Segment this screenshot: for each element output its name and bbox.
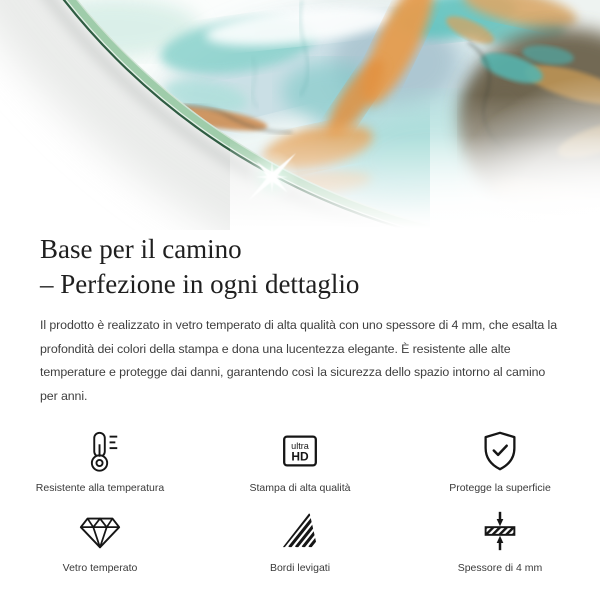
feature-surface-protection xyxy=(400,428,600,494)
thickness-4mm-icon xyxy=(477,508,523,554)
polished-edges-icon xyxy=(277,508,323,554)
diamond-icon xyxy=(77,508,123,554)
glass-panel-illustration xyxy=(0,0,600,230)
feature-label: Stampa di alta qualità xyxy=(249,482,351,494)
feature-tempered-glass xyxy=(0,508,200,574)
title-line-2: – Perfezione in ogni dettaglio xyxy=(40,269,360,299)
feature-label: Protegge la superficie xyxy=(449,482,551,494)
feature-polished-edges xyxy=(200,508,400,574)
product-details xyxy=(0,232,600,574)
ultra-hd-badge-line1: ultra xyxy=(291,441,309,452)
feature-label: Vetro temperato xyxy=(62,562,138,574)
feature-thickness xyxy=(400,508,600,574)
shield-check-icon xyxy=(477,428,523,474)
feature-print-quality xyxy=(200,428,400,494)
feature-label: Bordi levigati xyxy=(269,562,331,574)
title-line-1: Base per il camino xyxy=(40,234,242,264)
feature-label: Resistente alla temperatura xyxy=(35,482,165,494)
product-image xyxy=(0,0,600,230)
page-title xyxy=(40,232,560,302)
features-grid xyxy=(0,428,600,574)
thermometer-icon xyxy=(77,428,123,474)
ultra-hd-badge-line2: HD xyxy=(291,449,309,464)
product-description: Il prodotto è realizzato in vetro temperato di alta qualità con uno spessore di 4 mm, che esalta la profondità dei colori della stampa e dona una lucentezza elegante. È resistente alle alte temperature e protegge dai danni, garantendo così la sicurezza dello spazio intorno al camino per anni. xyxy=(40,318,557,403)
feature-label: Spessore di 4 mm xyxy=(457,562,543,574)
ultra-hd-icon xyxy=(277,428,323,474)
feature-temperature xyxy=(0,428,200,494)
